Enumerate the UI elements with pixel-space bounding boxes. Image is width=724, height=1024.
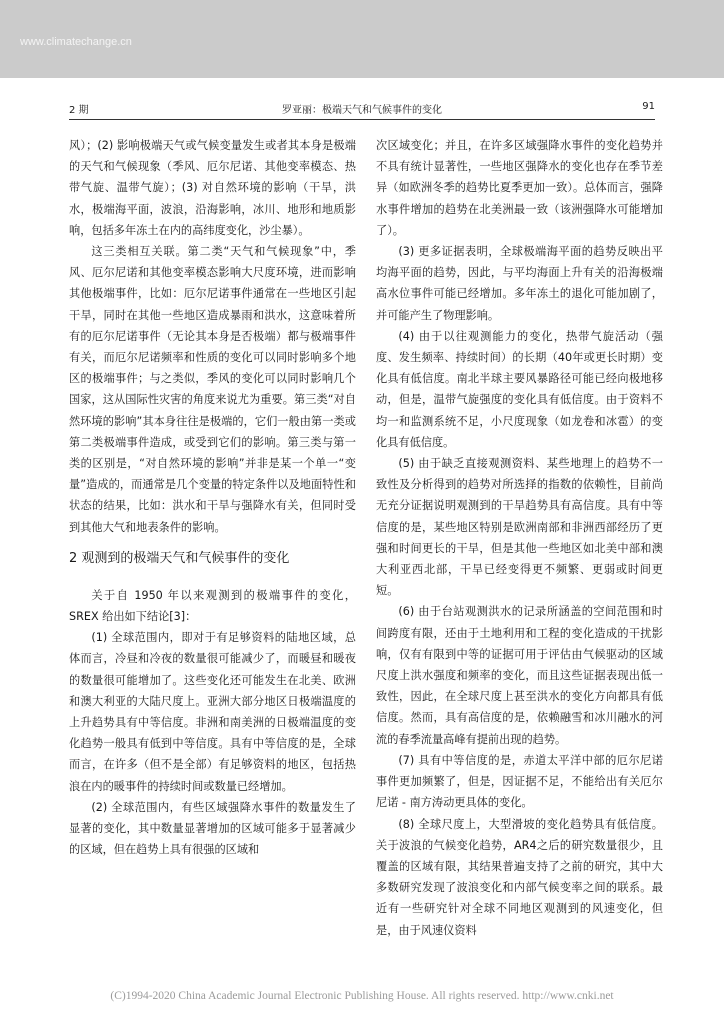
paragraph: (4) 由于以往观测能力的变化，热带气旋活动（强度、发生频率、持续时间）的长期（40年或更长时期）变化具有低信度。南北半球主要风暴路径可能已经向极地移动，但是，温带气旋强度的变化具有低信度。由于资料不均一和监测系统不足，小尺度现象（如龙卷和冰雹）的变化具有低信度。 [376, 329, 663, 449]
issue-number: 2 期 [69, 105, 89, 116]
paragraph: (1) 全球范围内，即对于有足够资料的陆地区域，总体而言，冷昼和冷夜的数量很可能减少了，而暖昼和暖夜的数量很可能增加了。这些变化还可能发生在北美、欧洲和澳大利亚的大陆尺度上。亚洲大部分地区日极端温度的上升趋势具有中等信度。非洲和南美洲的日极端温度的变化趋势一般具有低到中等信度。具有中等信度的是，全球而言，在许多（但不是全部）有足够资料的地区，包括热浪在内的暖事件的持续时间或数量已经增加。 [69, 631, 356, 793]
running-head [69, 101, 655, 117]
paragraph: 关于自 1950 年以来观测到的极端事件的变化，SREX 给出如下结论[3]： [69, 588, 356, 624]
article-title: 罗亚丽：极端天气和气候事件的变化 [282, 105, 442, 116]
paragraph: (3) 更多证据表明，全球极端海平面的趋势反映出平均海平面的趋势，因此，与平均海面上升有关的沿海极端高水位事件可能已经增加。多年冻土的退化可能加剧了，并可能产生了物理影响。 [376, 245, 663, 322]
paragraph: (8) 全球尺度上，大型滑坡的变化趋势具有低信度。关于波浪的气候变化趋势，AR4之后的研究数量很少，且覆盖的区域有限，其结果普遍支持了之前的研究，其中大多数研究发现了波浪变化和内部气候变率之间的联系。最近有一些研究针对全球不同地区观测到的风速变化，但是，由于风速仪资料 [376, 817, 663, 937]
paragraph: 这三类相互关联。第二类“天气和气候现象”中，季风、厄尔尼诺和其他变率模态影响大尺度环境，进而影响其他极端事件，比如：厄尔尼诺事件通常在一些地区引起干旱，同时在其他一些地区造成暴雨和洪水，这意味着所有的厄尔尼诺事件（无论其本身是否极端）都与极端事件有关，而厄尔尼诺频率和性质的变化可以同时影响多个地区的极端事件；与之类似，季风的变化可以同时影响几个国家，这从国际性灾害的角度来说尤为重要。第三类“对自然环境的影响”其本身往往是极端的，它们一般由第一类或第二类极端事件造成，或受到它们的影响。第三类与第一类的区别是，“对自然环境的影响”并非是某一个单一“变量”造成的，而通常是几个变量的特定条件以及地面特性和状态的结果，比如：洪水和干旱与强降水有关，但同时受到其他大气和地表条件的影响。 [69, 245, 356, 534]
paragraph: (5) 由于缺乏直接观测资料、某些地理上的趋势不一致性及分析得到的趋势对所选择的指数的依赖性，目前尚无充分证据说明观测到的干旱趋势具有高信度。具有中等信度的是，某些地区特别是欧洲南部和非洲西部经历了更强和时间更长的干旱，但是其他一些地区如北美中部和澳大利亚西北部，干旱已经变得更不频繁、更弱或时间更短。 [376, 457, 663, 598]
paragraph: (2) 全球范围内，有些区域强降水事件的数量发生了显著的变化，其中数量显著增加的区域可能多于显著减少的区域，但在趋势上具有很强的区域和 [69, 800, 356, 857]
top-banner [0, 0, 724, 78]
page-number: 91 [642, 101, 655, 112]
site-url: www.climatechange.cn [20, 36, 132, 48]
left-column [69, 135, 356, 861]
paragraph: (7) 具有中等信度的是，赤道太平洋中部的厄尔尼诺事件更加频繁了，但是，因证据不足，不能给出有关厄尔尼诺 - 南方涛动更具体的变化。 [376, 753, 663, 810]
copyright-footer: (C)1994-2020 China Academic Journal Electronic Publishing House. All rights reserved. http://www.cnki.net [110, 990, 614, 1002]
header-rule [69, 119, 655, 120]
paragraph: (6) 由于台站观测洪水的记录所涵盖的空间范围和时间跨度有限，还由于土地利用和工程的变化造成的干扰影响，仅有有限到中等的证据可用于评估由气候驱动的区域尺度上洪水强度和频率的变化，而且这些证据表现出低一致性，因此，在全球尺度上甚至洪水的变化方向都具有低信度。然而，具有高信度的是，依赖融雪和冰川融水的河流的春季流量高峰有提前出现的趋势。 [376, 605, 663, 746]
paragraph: 次区域变化；并且，在许多区域强降水事件的变化趋势并不具有统计显著性，一些地区强降水的变化也存在季节差异（如欧洲冬季的趋势比夏季更加一致）。总体而言，强降水事件增加的趋势在北美洲最一致（该洲强降水可能增加了）。 [376, 139, 663, 237]
right-column [376, 135, 663, 941]
paragraph: 风）；(2) 影响极端天气或气候变量发生或者其本身是极端的天气和气候现象（季风、厄尔尼诺、其他变率模态、热带气旋、温带气旋）；(3) 对自然环境的影响（干旱，洪水，极端海平面，波浪，沿海影响，冰川、地形和地质影响，包括多年冻土在内的高纬度变化，沙尘暴）。 [69, 139, 356, 237]
section-heading: 2 观测到的极端天气和气候事件的变化 [69, 550, 290, 566]
